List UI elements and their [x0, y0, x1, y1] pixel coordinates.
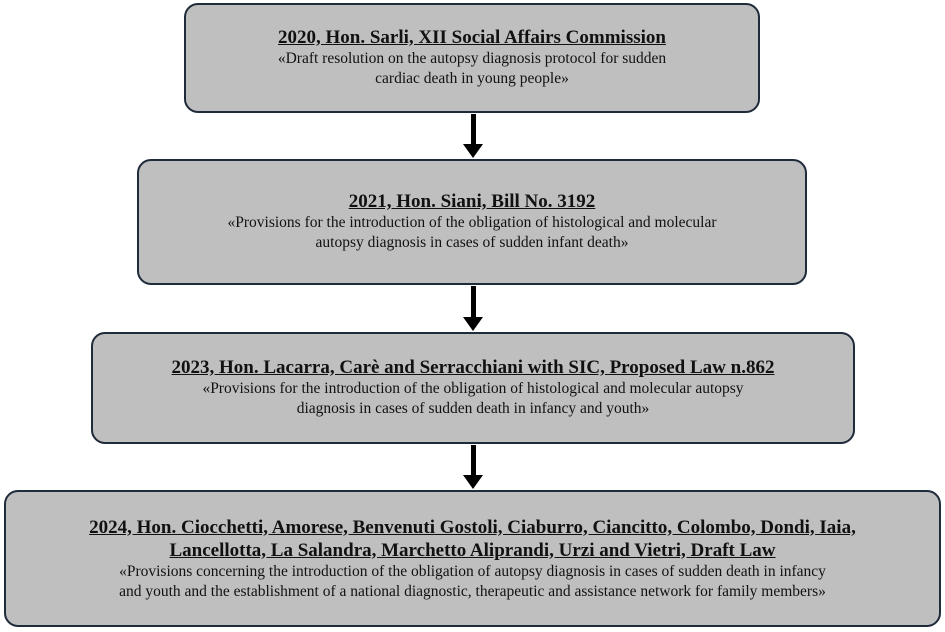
step-description-line: «Provisions for the introduction of the obligation of histological and molecular autopsy: [202, 380, 744, 397]
arrow-shaft: [471, 286, 476, 319]
down-arrow-icon: [463, 445, 483, 489]
step-description-line: «Provisions for the introduction of the obligation of histological and molecular: [227, 214, 717, 231]
arrow-head: [463, 475, 483, 489]
step-description-line: «Provisions concerning the introduction of the obligation of autopsy diagnosis in cases of sudden death in infancy: [119, 562, 826, 580]
step-description-line: «Draft resolution on the autopsy diagnosis protocol for sudden: [277, 50, 667, 67]
step-description-line: diagnosis in cases of sudden death in infancy and youth»: [296, 400, 650, 417]
step-title: 2020, Hon. Sarli, XII Social Affairs Commission: [278, 27, 666, 48]
arrow-head: [463, 317, 483, 331]
down-arrow-icon: [463, 114, 483, 158]
step-title: 2023, Hon. Lacarra, Carè and Serracchiani with SIC, Proposed Law n.862: [171, 357, 775, 378]
step-description-line: and youth and the establishment of a national diagnostic, therapeutic and assistance network for family members»: [119, 582, 826, 600]
step-box-2023: [91, 332, 855, 444]
step-box-2024: [4, 490, 941, 627]
arrow-shaft: [471, 114, 476, 146]
down-arrow-icon: [463, 286, 483, 331]
arrow-shaft: [471, 445, 476, 477]
step-box-2020: [184, 3, 760, 113]
step-title: 2021, Hon. Siani, Bill No. 3192: [348, 191, 596, 212]
step-description-line: autopsy diagnosis in cases of sudden infant death»: [315, 234, 629, 251]
arrow-head: [463, 144, 483, 158]
step-box-2021: [137, 159, 807, 285]
step-title-line: 2024, Hon. Ciocchetti, Amorese, Benvenuti Gostoli, Ciaburro, Ciancitto, Colombo, Dondi, Iaia,: [89, 516, 856, 538]
step-title-line: Lancellotta, La Salandra, Marchetto Aliprandi, Urzi and Vietri, Draft Law: [169, 539, 776, 561]
step-description-line: cardiac death in young people»: [375, 70, 569, 87]
